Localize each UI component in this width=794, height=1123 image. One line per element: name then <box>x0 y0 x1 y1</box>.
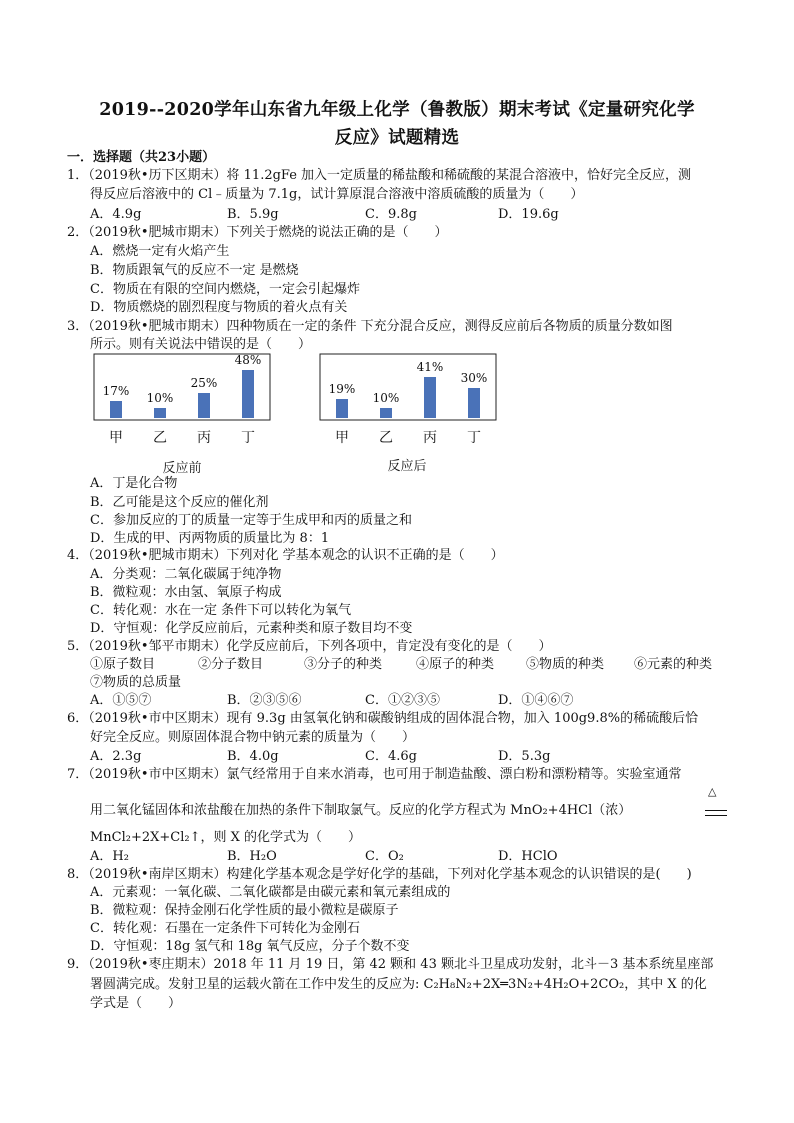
bar-value-label: 10% <box>372 391 400 405</box>
bar-1 <box>110 401 122 418</box>
category-label: 甲 <box>335 430 349 446</box>
category-label: 丙 <box>197 430 211 446</box>
question-1-line2: 得反应后溶液中的 Cl﹣质量为 7.1g，试计算原混合溶液中溶质硫酸的质量为（ ） <box>90 187 584 202</box>
bar-1 <box>336 399 348 418</box>
option-d: D．5.3g <box>498 749 551 764</box>
question-4-line1: 4．（2019秋•肥城市期末）下列对化 学基本观念的认识不正确的是（ ） <box>67 548 504 563</box>
option-d: D．生成的甲、丙两物质的质量比为 8：1 <box>90 531 330 546</box>
bar-value-label: 48% <box>234 353 262 367</box>
question-9-line2: 署圆满完成。发射卫星的运载火箭在工作中发生的反应为: C₂H₈N₂+2X═3N₂+4H₂O+2CO₂，其中 X 的化 <box>90 977 707 992</box>
question-6-line1: 6．（2019秋•市中区期末）现有 9.3g 由氢氧化钠和碳酸钠组成的固体混合物，加入 100g9.8%的稀硫酸后恰 <box>67 711 699 726</box>
bar-2 <box>154 408 166 418</box>
option-c: C．转化观：石墨在一定条件下可转化为金刚石 <box>90 921 360 936</box>
item-4: ④原子的种类 <box>416 657 495 672</box>
equation-arrow <box>705 810 727 816</box>
option-d: D．物质燃烧的剧烈程度与物质的着火点有关 <box>90 300 348 315</box>
option-b: B．微粒观：保持金刚石化学性质的最小微粒是碳原子 <box>90 903 399 918</box>
option-d: D．守恒观：18g 氢气和 18g 氧气反应，分子个数不变 <box>90 939 410 954</box>
option-b: B．微粒观：水由氢、氧原子构成 <box>90 585 282 600</box>
option-b: B．5.9g <box>227 207 279 222</box>
option-c: C．O₂ <box>365 849 404 864</box>
option-c: C．①②③⑤ <box>365 693 440 708</box>
option-c: C．物质在有限的空间内燃烧，一定会引起爆炸 <box>90 282 360 297</box>
item-7: ⑦物质的总质量 <box>90 675 182 690</box>
option-b: B．H₂O <box>227 849 277 864</box>
option-b: B．物质跟氧气的反应不一定 是燃烧 <box>90 263 299 278</box>
bar-value-label: 17% <box>102 384 130 398</box>
option-a: A．分类观：二氧化碳属于纯净物 <box>90 567 282 582</box>
bar-value-label: 30% <box>460 371 488 385</box>
item-5: ⑤物质的种类 <box>526 657 605 672</box>
category-label: 甲 <box>109 430 123 446</box>
option-a: A．2.3g <box>90 749 142 764</box>
bar-3 <box>424 377 436 418</box>
question-7-line1: 7．（2019秋•市中区期末）氯气经常用于自来水消毒，也可用于制造盐酸、漂白粉和漂粉精等。实验室通常 <box>67 767 682 782</box>
option-b: B．4.0g <box>227 749 279 764</box>
option-d: D．守恒观：化学反应前后，元素种类和原子数目均不变 <box>90 621 413 636</box>
question-1-line1: 1．（2019秋•历下区期末）将 11.2gFe 加入一定质量的稀盐酸和稀硫酸的某混合溶液中，恰好完全反应，测 <box>67 168 692 183</box>
item-6: ⑥元素的种类 <box>634 657 713 672</box>
item-3: ③分子的种类 <box>304 657 383 672</box>
option-a: A．①⑤⑦ <box>90 693 152 708</box>
chart-before-caption: 反应前 <box>162 461 202 476</box>
option-a: A．4.9g <box>90 207 142 222</box>
bar-4 <box>468 388 480 418</box>
option-b: B．②③⑤⑥ <box>227 693 302 708</box>
option-b: B．乙可能是这个反应的催化剂 <box>90 495 269 510</box>
bar-value-label: 41% <box>416 360 444 374</box>
page-title-line1: 2019--2020学年山东省九年级上化学（鲁教版）期末考试《定量研究化学 <box>99 100 695 120</box>
heat-symbol: △ <box>708 785 717 798</box>
bar-value-label: 19% <box>328 382 356 396</box>
option-d: D．①④⑥⑦ <box>498 693 574 708</box>
option-a: A．丁是化合物 <box>90 476 178 491</box>
question-6-line2: 好完全反应。则原固体混合物中钠元素的质量为（ ） <box>90 730 416 745</box>
question-3-line2: 所示。则有关说法中错误的是（ ） <box>90 337 312 352</box>
option-a: A．燃烧一定有火焰产生 <box>90 244 230 259</box>
question-9-line3: 学式是（ ） <box>90 996 182 1011</box>
option-a: A．元素观：一氧化碳、二氧化碳都是由碳元素和氧元素组成的 <box>90 885 451 900</box>
bar-3 <box>198 393 210 418</box>
option-c: C．转化观：水在一定 条件下可以转化为氧气 <box>90 603 352 618</box>
option-a: A．H₂ <box>90 849 129 864</box>
item-2: ②分子数目 <box>198 657 264 672</box>
question-5-line1: 5．（2019秋•邹平市期末）化学反应前后，下列各项中，肯定没有变化的是（ ） <box>67 639 552 654</box>
option-d: D．19.6g <box>498 207 559 222</box>
section-heading: 一．选择题（共23小题） <box>67 150 216 165</box>
chart-after-caption: 反应后 <box>387 459 427 474</box>
bar-value-label: 10% <box>146 391 174 405</box>
option-c: C．参加反应的丁的质量一定等于生成甲和丙的质量之和 <box>90 513 412 528</box>
bar-2 <box>380 408 392 418</box>
option-c: C．9.8g <box>365 207 417 222</box>
question-8-line1: 8．（2019秋•南岸区期末）构建化学基本观念是学好化学的基础，下列对化学基本观念的认识错误的是( ) <box>67 867 692 882</box>
question-2-line1: 2．（2019秋•肥城市期末）下列关于燃烧的说法正确的是（ ） <box>67 225 448 240</box>
question-7-line3: MnCl₂+2X+Cl₂↑，则 X 的化学式为（ ） <box>90 830 362 845</box>
question-7-line2: 用二氧化锰固体和浓盐酸在加热的条件下制取氯气。反应的化学方程式为 MnO₂+4HCl（浓） <box>90 803 632 818</box>
category-label: 乙 <box>379 430 393 446</box>
page-title-line2: 反应》试题精选 <box>334 128 460 148</box>
question-9-line1: 9．（2019秋•枣庄期末）2018 年 11 月 19 日，第 42 颗和 43 颗北斗卫星成功发射，北斗－3 基本系统星座部 <box>67 957 714 972</box>
category-label: 丁 <box>467 430 481 446</box>
category-label: 丙 <box>423 430 437 446</box>
category-label: 丁 <box>241 430 255 446</box>
bar-4 <box>242 370 254 418</box>
option-c: C．4.6g <box>365 749 417 764</box>
option-d: D．HClO <box>498 849 558 864</box>
category-label: 乙 <box>153 430 167 446</box>
item-1: ①原子数目 <box>90 657 156 672</box>
question-3-line1: 3．（2019秋•肥城市期末）四种物质在一定的条件 下充分混合反应，测得反应前后各物质的质量分数如图 <box>67 319 673 334</box>
bar-value-label: 25% <box>190 376 218 390</box>
